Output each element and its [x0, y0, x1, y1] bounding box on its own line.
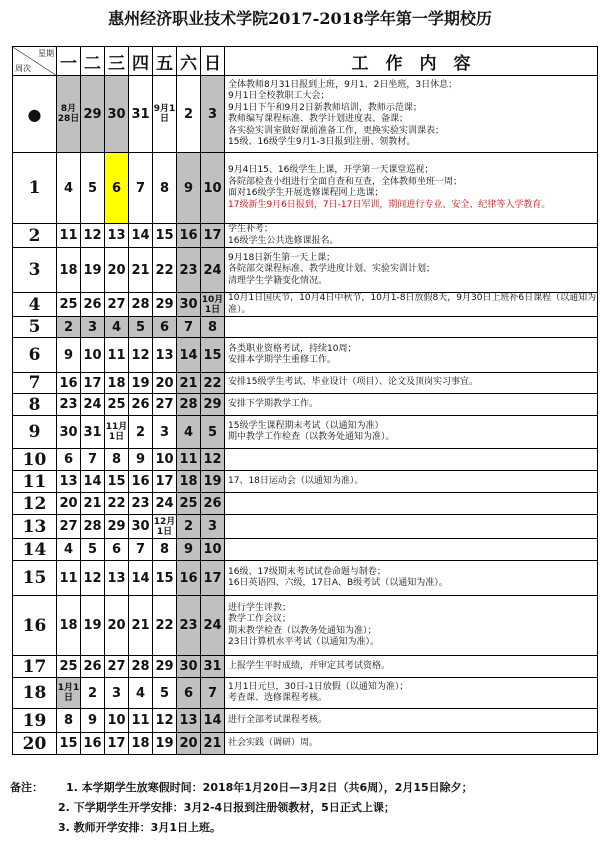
day-cell: 8 [105, 449, 129, 471]
day-cell: 13 [177, 709, 201, 733]
work-content-cell [225, 709, 598, 733]
day-cell: 23 [177, 248, 201, 293]
work-note: 学生补考； [228, 224, 274, 234]
day-cell: 25 [57, 656, 81, 678]
day-cell: 27 [105, 656, 129, 678]
day-cell: 7 [177, 317, 201, 338]
day-cell: 16 [177, 561, 201, 596]
day-cell: 20 [105, 248, 129, 293]
day-cell: 8月28日 [57, 76, 81, 153]
footer-line-1: 1. 本学期学生放寒假时间：2018年1月20日—3月2日（共6周），2月15日除夕； [66, 781, 473, 794]
week-number: 12 [13, 493, 57, 515]
day-cell: 21 [81, 493, 105, 515]
week-row [13, 656, 598, 678]
day-cell: 20 [57, 493, 81, 515]
day-cell: 3 [81, 317, 105, 338]
day-cell: 25 [105, 394, 129, 416]
day-cell: 10 [201, 153, 225, 224]
work-content-cell [225, 76, 598, 153]
day-cell: 5 [81, 539, 105, 561]
work-note: 23日计算机水平考试（以通知为准）。 [228, 637, 379, 647]
work-content-cell [225, 449, 598, 471]
week-number: 1 [13, 153, 57, 224]
day-cell: 11月1日 [105, 416, 129, 449]
day-cell: 4 [129, 678, 153, 709]
day-cell: 29 [153, 656, 177, 678]
work-note: 16日英语四、六级，17日A、B级考试（以通知为准）。 [228, 578, 448, 588]
week-number: 19 [13, 709, 57, 733]
day-cell: 18 [57, 596, 81, 656]
day-cell: 4 [57, 153, 81, 224]
day-cell: 19 [153, 733, 177, 755]
day-cell: 24 [81, 394, 105, 416]
day-cell: 16 [57, 373, 81, 394]
work-note: 全体教师8月31日报到上班，9月1、2日坐班，3日休息； [228, 79, 458, 90]
day-cell: 6 [105, 539, 129, 561]
day-cell: 7 [81, 449, 105, 471]
day-cell: 17 [153, 471, 177, 493]
day-cell: 11 [129, 709, 153, 733]
work-content-cell [225, 656, 598, 678]
day-cell: 8 [57, 709, 81, 733]
day-cell: 19 [129, 373, 153, 394]
week-row [13, 153, 598, 224]
day-cell: 20 [105, 596, 129, 656]
week-number: 20 [13, 733, 57, 755]
day-cell: 2 [81, 678, 105, 709]
day-cell: 7 [201, 678, 225, 709]
day-cell: 6 [57, 449, 81, 471]
day-cell: 5 [201, 416, 225, 449]
work-content-cell [225, 394, 598, 416]
work-note: 教师编写课程标准、教学计划进度表、备课； [228, 114, 409, 124]
week-number: 15 [13, 561, 57, 596]
day-cell: 18 [177, 471, 201, 493]
day-cell: 11 [177, 449, 201, 471]
week-number: 4 [13, 293, 57, 317]
day-cell: 15 [201, 338, 225, 373]
work-content-cell [225, 317, 598, 338]
work-note: 期末教学检查（以教务处通知为准）； [228, 625, 377, 636]
day-cell: 10 [201, 539, 225, 561]
work-note-highlight: 17级新生9月6日报到，7日-17日军训，期间进行专业、安全、纪律等入学教育。 [228, 199, 551, 210]
day-cell: 13 [105, 561, 129, 596]
day-cell: 7 [129, 539, 153, 561]
week-number: 6 [13, 338, 57, 373]
week-number: 7 [13, 373, 57, 394]
day-cell: 7 [129, 153, 153, 224]
day-cell: 12月1日 [153, 516, 176, 537]
week-row [13, 394, 598, 416]
work-note: 各院部检查小组进行全面自查和互查，全体教师坐班一周； [228, 176, 463, 187]
day-cell: 26 [201, 493, 225, 515]
day-header-wed: 三 [105, 47, 129, 76]
week-number: 17 [13, 656, 57, 678]
work-note: 17、18日运动会（以通知为准）。 [228, 475, 364, 486]
day-cell: 23 [177, 596, 201, 656]
footer-line-2: 2. 下学期学生开学安排：3月2-4日报到注册领教材，5日正式上课； [58, 801, 395, 814]
day-cell: 15 [57, 733, 81, 755]
week-row [13, 248, 598, 293]
work-note: 面对16级学生开展选修课程网上选课； [228, 188, 384, 198]
school-calendar-table [12, 46, 598, 755]
week-row [13, 678, 598, 709]
work-content-cell [225, 596, 598, 656]
day-cell: 6 [105, 153, 129, 224]
day-cell: 23 [129, 493, 153, 515]
day-cell: 28 [129, 293, 153, 317]
work-content-cell [225, 561, 598, 596]
day-cell: 23 [57, 394, 81, 416]
day-cell: 4 [105, 317, 129, 338]
day-cell: 9 [57, 338, 81, 373]
day-cell: 29 [153, 293, 177, 317]
week-number: 10 [13, 449, 57, 471]
work-content-cell [225, 224, 598, 248]
work-note: 10月1日国庆节，10月4日中秋节，10月1-8日放假8天，9月30日上班补6日课程（以通知为准）。 [228, 293, 597, 315]
week-row [13, 293, 598, 317]
day-cell: 6 [153, 317, 177, 338]
week-number: 14 [13, 539, 57, 561]
day-cell: 27 [153, 394, 177, 416]
week-number: 5 [13, 317, 57, 338]
day-cell: 28 [81, 515, 105, 539]
day-cell: 3 [201, 76, 225, 153]
week-row [13, 471, 598, 493]
day-header-thu: 四 [129, 47, 153, 76]
day-cell: 12 [129, 338, 153, 373]
day-cell: 26 [81, 656, 105, 678]
work-content-cell [225, 678, 598, 709]
day-cell: 9 [177, 153, 201, 224]
day-cell: 31 [81, 416, 105, 449]
work-content-cell [225, 539, 598, 561]
day-cell: 4 [57, 539, 81, 561]
week-row [13, 493, 598, 515]
day-cell: 30 [177, 656, 201, 678]
day-cell: 1月1日 [57, 678, 81, 709]
week-number: 13 [13, 515, 57, 539]
day-cell: 5 [153, 678, 177, 709]
day-cell: 18 [57, 248, 81, 293]
work-note: 9月1日下午和9月2日新教师培训，教师示范课； [228, 102, 422, 113]
day-cell: 21 [129, 596, 153, 656]
work-note: 进行学生评教； [228, 602, 292, 613]
day-cell: 20 [153, 373, 177, 394]
day-cell: 30 [129, 515, 153, 539]
day-cell: 8 [153, 539, 177, 561]
week-row [13, 561, 598, 596]
week-number: 18 [13, 678, 57, 709]
week-row [13, 709, 598, 733]
day-cell: 14 [129, 224, 153, 248]
diagonal-header-cell [13, 47, 57, 76]
day-cell: 19 [81, 596, 105, 656]
day-cell: 17 [105, 733, 129, 755]
week-number: 16 [13, 596, 57, 656]
week-number: 11 [13, 471, 57, 493]
week-row [13, 449, 598, 471]
day-cell: 18 [129, 733, 153, 755]
work-note: 清理学生学籍变化情况。 [228, 275, 328, 286]
work-note: 各类职业资格考试，持续10周； [228, 343, 357, 354]
day-cell: 24 [201, 596, 225, 656]
day-cell: 25 [57, 293, 81, 317]
day-cell: 25 [177, 493, 201, 515]
day-cell: 19 [81, 248, 105, 293]
week-number: 3 [13, 248, 57, 293]
day-cell: 14 [177, 338, 201, 373]
day-cell: 21 [177, 373, 201, 394]
work-content-cell [225, 471, 598, 493]
day-cell: 15 [153, 561, 177, 596]
day-cell: 31 [129, 76, 153, 153]
week-row [13, 317, 598, 338]
day-cell: 14 [201, 709, 225, 733]
week-row [13, 515, 598, 539]
work-note: 社会实践（调研）周。 [228, 737, 319, 748]
week-number: 8 [13, 394, 57, 416]
day-cell: 30 [177, 293, 201, 317]
day-cell: 22 [153, 596, 177, 656]
day-cell: 11 [57, 561, 81, 596]
week-row [13, 596, 598, 656]
day-cell: 10 [153, 449, 177, 471]
work-content-cell [225, 733, 598, 755]
day-cell: 29 [81, 76, 105, 153]
day-cell: 29 [201, 394, 225, 416]
day-cell: 18 [105, 373, 129, 394]
day-cell: 24 [201, 248, 225, 293]
work-content-cell [225, 416, 598, 449]
work-note: 各实验实训室做好课前准备工作，更换实验实训课表； [228, 125, 445, 136]
day-cell: 13 [153, 338, 177, 373]
day-cell: 12 [81, 561, 105, 596]
day-cell: 28 [129, 656, 153, 678]
week-row [13, 416, 598, 449]
day-cell: 10 [81, 338, 105, 373]
day-cell: 16 [177, 224, 201, 248]
day-cell: 5 [81, 153, 105, 224]
day-cell: 20 [177, 733, 201, 755]
day-cell: 26 [81, 293, 105, 317]
day-cell: 2 [177, 515, 201, 539]
footer-label: 备注： [10, 781, 43, 794]
day-cell: 24 [153, 493, 177, 515]
work-content-cell [225, 248, 598, 293]
work-note: 16级、17级期末考试试卷命题与制卷； [228, 566, 386, 577]
day-cell: 11 [105, 338, 129, 373]
day-cell: 31 [201, 656, 225, 678]
day-cell: 17 [201, 224, 225, 248]
day-cell: 15 [105, 471, 129, 493]
work-note: 9月18日新生第一天上课； [228, 252, 336, 263]
day-cell: 26 [129, 394, 153, 416]
work-note: 15级学生课程期末考试（以通知为准） [228, 420, 384, 431]
week-number: ● [13, 76, 57, 153]
day-cell: 2 [129, 416, 153, 449]
day-cell: 21 [129, 248, 153, 293]
day-cell: 17 [81, 373, 105, 394]
day-cell: 9 [81, 709, 105, 733]
day-cell: 3 [201, 515, 225, 539]
day-cell: 14 [81, 471, 105, 493]
day-cell: 2 [177, 76, 201, 153]
work-note: 安排15级学生考试、毕业设计（项目）、论文及顶岗实习事宜。 [228, 377, 478, 388]
day-cell: 15 [153, 224, 177, 248]
work-note: 考查课、选修课程考核。 [228, 693, 328, 703]
work-note: 上报学生平时成绩，并审定其考试资格。 [228, 660, 391, 671]
work-content-cell [225, 493, 598, 515]
work-note: 安排下学期教学工作。 [228, 398, 319, 409]
week-row [13, 338, 598, 373]
week-row [13, 733, 598, 755]
day-cell: 5 [129, 317, 153, 338]
work-content-cell [225, 293, 598, 317]
day-cell: 11 [57, 224, 81, 248]
day-cell: 22 [153, 248, 177, 293]
page-title: 惠州经济职业技术学院2017-2018学年第一学期校历 [108, 9, 492, 28]
work-note: 期中教学工作检查（以教务处通知为准）。 [228, 432, 395, 442]
day-cell: 12 [153, 709, 177, 733]
day-cell: 3 [153, 416, 177, 449]
day-cell: 13 [105, 224, 129, 248]
day-cell: 30 [105, 76, 129, 153]
day-cell: 30 [57, 416, 81, 449]
day-cell: 2 [57, 317, 81, 338]
week-number-label: 周次 [15, 64, 31, 73]
day-cell: 13 [57, 471, 81, 493]
work-content-cell [225, 373, 598, 394]
day-cell: 3 [105, 678, 129, 709]
day-cell: 9 [129, 449, 153, 471]
day-cell: 16 [81, 733, 105, 755]
week-row [13, 539, 598, 561]
day-cell: 22 [201, 373, 225, 394]
day-cell: 29 [105, 515, 129, 539]
day-cell: 10月1日 [201, 294, 224, 315]
day-cell: 12 [201, 449, 225, 471]
work-note: 16级学生公共选修课报名。 [228, 235, 339, 246]
day-cell: 9 [177, 539, 201, 561]
work-note: 各院部交课程标准、教学进度计划、实验实训计划； [228, 264, 436, 275]
day-cell: 22 [105, 493, 129, 515]
week-number: 9 [13, 416, 57, 449]
work-note: 15级、16级学生9月1-3日报到注册、领教材。 [228, 137, 416, 147]
day-header-mon: 一 [57, 47, 81, 76]
work-note: 9月1日全校教职工大会； [228, 91, 330, 101]
week-row [13, 76, 598, 153]
day-cell: 16 [129, 471, 153, 493]
header-row [13, 47, 598, 76]
day-cell: 4 [177, 416, 201, 449]
work-content-header: 工 作 内 容 [225, 47, 598, 76]
day-cell: 28 [177, 394, 201, 416]
day-cell: 8 [153, 153, 177, 224]
day-cell: 12 [81, 224, 105, 248]
work-note: 安排本学期学生重修工作。 [228, 355, 337, 365]
day-cell: 17 [201, 561, 225, 596]
week-row [13, 373, 598, 394]
day-header-tue: 二 [81, 47, 105, 76]
work-note: 进行全部考试课程考核。 [228, 714, 328, 725]
day-cell: 21 [201, 733, 225, 755]
day-cell: 9月1日 [153, 76, 177, 153]
week-row [13, 224, 598, 248]
work-content-cell [225, 338, 598, 373]
work-note: 教学工作会议； [228, 614, 292, 624]
footer-line-3: 3. 教师开学安排：3月1日上班。 [58, 821, 221, 834]
day-cell: 14 [129, 561, 153, 596]
work-note: 9月4日15、16级学生上课，开学第一天课堂巡视； [228, 165, 434, 175]
day-cell: 27 [57, 515, 81, 539]
day-header-sun: 日 [201, 47, 225, 76]
work-content-cell [225, 153, 598, 224]
day-header-fri: 五 [153, 47, 177, 76]
day-header-sat: 六 [177, 47, 201, 76]
day-cell: 6 [177, 678, 201, 709]
day-cell: 10 [105, 709, 129, 733]
week-number: 2 [13, 224, 57, 248]
work-content-cell [225, 515, 598, 539]
day-cell: 27 [105, 293, 129, 317]
day-cell: 8 [201, 317, 225, 338]
weekday-label: 星期 [38, 49, 54, 58]
day-cell: 19 [201, 471, 225, 493]
work-note: 1月1日元旦，30日-1日放假（以通知为准）； [228, 681, 409, 692]
